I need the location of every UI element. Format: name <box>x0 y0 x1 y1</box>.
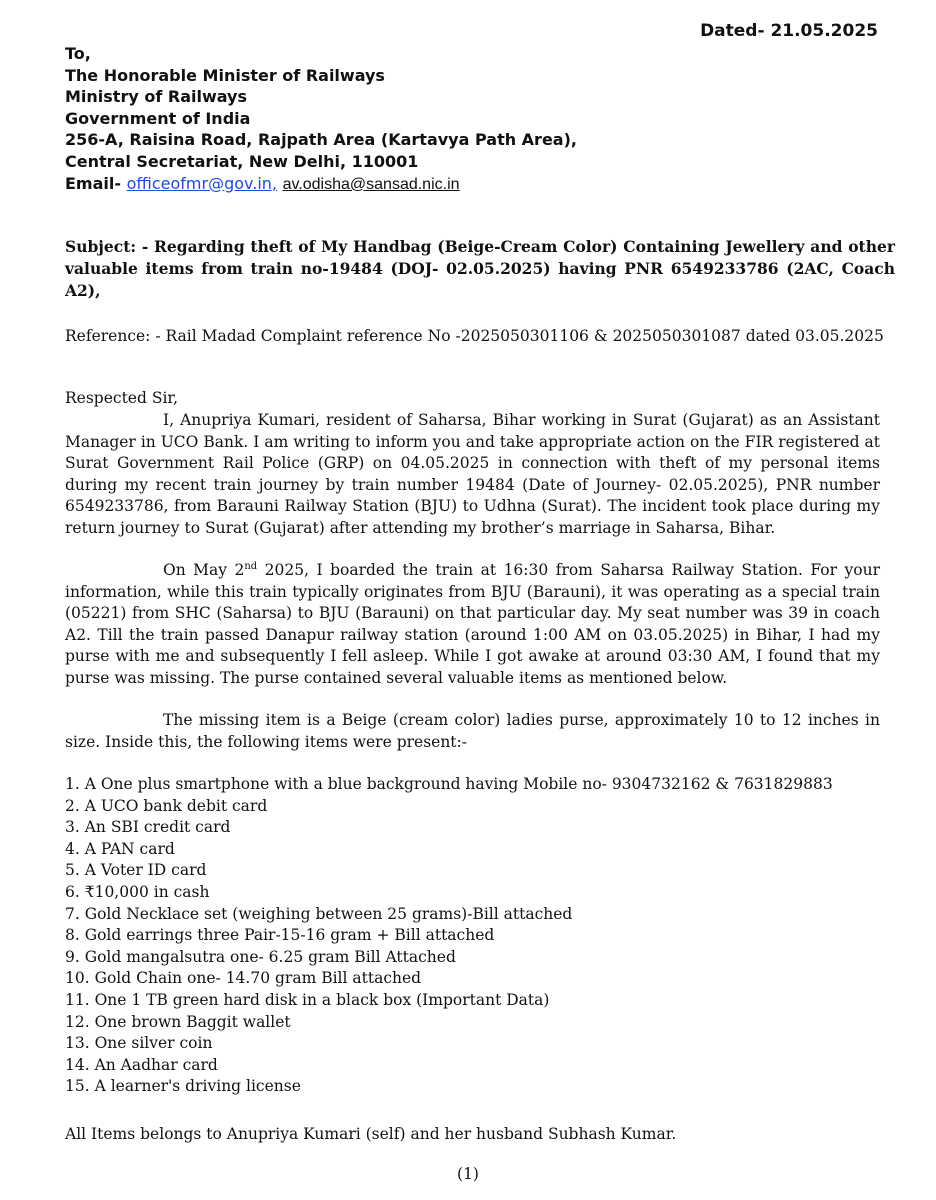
email-line <box>65 173 885 196</box>
list-item: 14. An Aadhar card <box>65 1055 218 1074</box>
address-line: 256-A, Raisina Road, Rajpath Area (Kartavya Path Area), <box>65 130 577 150</box>
list-item: 4. A PAN card <box>65 839 175 858</box>
paragraph-missing-item <box>65 710 880 753</box>
reference-line: Reference: - Rail Madad Complaint reference No -2025050301106 & 2025050301087 dated 03.05.2025 <box>65 327 884 345</box>
missing-items-list <box>65 774 880 1098</box>
recipient-address-block <box>65 43 885 195</box>
list-item: 3. An SBI credit card <box>65 818 231 837</box>
salutation: Respected Sir, <box>65 389 179 407</box>
list-item: 7. Gold Necklace set (weighing between 25 grams)-Bill attached <box>65 904 573 923</box>
list-item: 6. ₹10,000 in cash <box>65 882 210 901</box>
address-line: Ministry of Railways <box>65 87 247 107</box>
subject-block <box>65 236 895 302</box>
paragraph-text: The missing item is a Beige (cream color) ladies purse, approximately 10 to 12 inches in size. Inside this, the following items were present:- <box>65 711 880 751</box>
address-line: Central Secretariat, New Delhi, 110001 <box>65 151 419 171</box>
list-item: 1. A One plus smartphone with a blue background having Mobile no- 9304732162 & 7631829883 <box>65 775 833 793</box>
email-link-sansad[interactable]: av.odisha@sansad.nic.in <box>282 175 460 193</box>
list-item: 5. A Voter ID card <box>65 861 207 880</box>
paragraph-introduction <box>65 410 880 540</box>
address-line: The Honorable Minister of Railways <box>65 65 385 85</box>
list-item: 8. Gold earrings three Pair-15-16 gram + Bill attached <box>65 926 495 945</box>
email-link-officeofmr[interactable]: officeofmr@gov.in, <box>126 173 278 193</box>
letter-date: Dated- 21.05.2025 <box>700 21 878 41</box>
page-number: (1) <box>457 1165 479 1183</box>
list-item: 11. One 1 TB green hard disk in a black box (Important Data) <box>65 990 550 1009</box>
subject-line: Subject: - Regarding theft of My Handbag (Beige-Cream Color) Containing Jewellery and other <box>65 237 895 256</box>
ordinal-suffix: nd <box>244 560 258 572</box>
address-to: To, <box>65 44 91 63</box>
closing-statement: All Items belongs to Anupriya Kumari (self) and her husband Subhash Kumar. <box>65 1125 677 1143</box>
paragraph-text: 2025, I boarded the train at 16:30 from Saharsa Railway Station. For your information, while this train typically originates from BJU (Barauni), it was operating as a special train (05221) from SHC (Saharsa) to BJU (Barauni) on that particular day. My seat number was 39 in coach A2. Till the train passed Danapur railway station (around 1:00 AM on 03.05.2025) in Bihar, I had my purse with me and subsequently I fell asleep. While I got awake at around 03:30 AM, I found that my purse was missing. The purse contained several valuable items as mentioned below. <box>65 561 880 687</box>
email-label: Email- <box>65 173 122 193</box>
paragraph-incident <box>65 560 880 690</box>
paragraph-text: I, Anupriya Kumari, resident of Saharsa, Bihar working in Surat (Gujarat) as an Assistant Manager in UCO Bank. I am writing to inform you and take appropriate action on the FIR registered at Surat Government Rail Police (GRP) on 04.05.2025 in connection with theft of my personal items during my recent train journey by train number 19484 (Date of Journey- 02.05.2025), PNR number 6549233786, from Barauni Railway Station (BJU) to Udhna (Surat). The incident took place during my return journey to Surat (Gujarat) after attending my brother’s marriage in Saharsa, Bihar. <box>65 411 880 537</box>
subject-line: valuable items from train no-19484 (DOJ- 02.05.2025) having PNR 6549233786 (2AC, Coach A2), <box>65 259 895 300</box>
paragraph-lead: On May 2 <box>163 561 245 579</box>
list-item: 9. Gold mangalsutra one- 6.25 gram Bill Attached <box>65 947 456 966</box>
list-item: 10. Gold Chain one- 14.70 gram Bill attached <box>65 969 422 988</box>
list-item: 12. One brown Baggit wallet <box>65 1012 291 1031</box>
address-line: Government of India <box>65 108 251 128</box>
list-item: 13. One silver coin <box>65 1034 213 1053</box>
list-item: 2. A UCO bank debit card <box>65 796 268 815</box>
list-item: 15. A learner's driving license <box>65 1077 301 1096</box>
